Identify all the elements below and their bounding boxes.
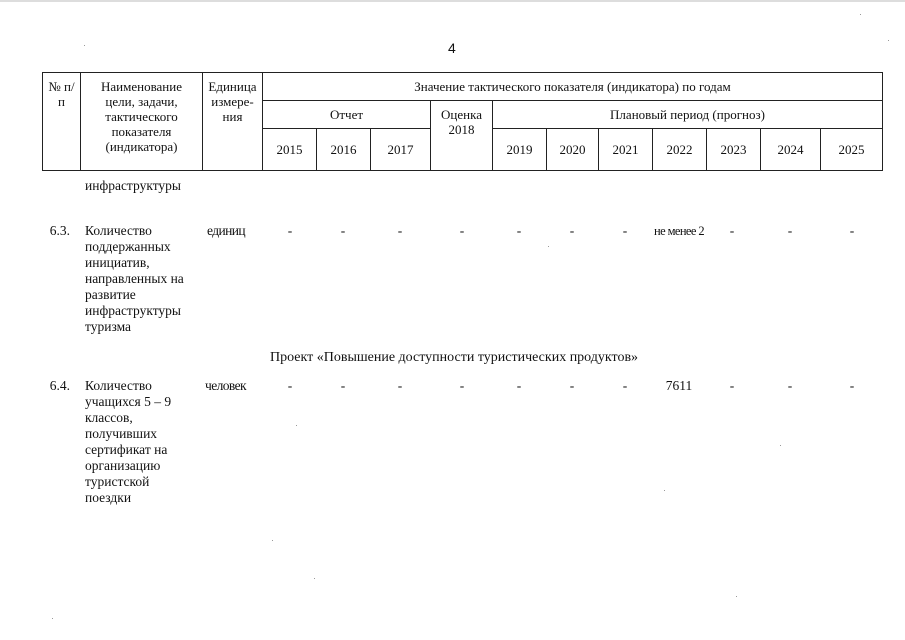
- scan-speck: [888, 40, 889, 41]
- scan-speck: [860, 14, 861, 15]
- header-plan: Плановый период (прогноз): [493, 101, 883, 129]
- year-2024: 2024: [761, 129, 821, 171]
- row-6-3-value: -: [340, 223, 346, 238]
- year-2017: 2017: [371, 129, 431, 171]
- row-6-4-value: -: [849, 378, 855, 393]
- row-6-4-unit: человек: [205, 378, 246, 393]
- scan-speck: [296, 425, 297, 426]
- row-6-4-value: -: [459, 378, 465, 393]
- row-6-3-value: -: [787, 223, 793, 238]
- scan-speck: [780, 445, 781, 446]
- scan-speck: [736, 596, 737, 597]
- scan-speck: [52, 618, 53, 619]
- row-6-4-value: -: [516, 378, 522, 393]
- year-2016: 2016: [317, 129, 371, 171]
- continuation-text: инфраструктуры: [85, 178, 181, 193]
- header-col-num: № п/п: [43, 73, 81, 171]
- row-6-3-value: -: [397, 223, 403, 238]
- row-6-3-value: не менее 2: [654, 224, 704, 238]
- header-col-unit: Единица измере-ния: [203, 73, 263, 171]
- year-2020: 2020: [547, 129, 599, 171]
- header-col-name: Наименование цели, задачи, тактического показателя (индикатора): [81, 73, 203, 171]
- year-2023: 2023: [707, 129, 761, 171]
- row-6-4-value: -: [569, 378, 575, 393]
- row-6-3-value: -: [287, 223, 293, 238]
- project-title: Проект «Повышение доступности туристических продуктов»: [270, 350, 639, 365]
- row-6-3-value: -: [459, 223, 465, 238]
- row-6-3-value: -: [849, 223, 855, 238]
- row-6-4-value: 7611: [665, 378, 693, 393]
- top-scan-rule: [0, 0, 905, 2]
- row-6-4-name: Количество учащихся 5 – 9 классов, получивших сертификат на организацию туристской поездки: [85, 378, 172, 505]
- row-6-3-unit: единиц: [207, 223, 245, 238]
- year-2021: 2021: [599, 129, 653, 171]
- row-6-4-num: 6.4.: [49, 378, 70, 393]
- row-6-4-value: -: [787, 378, 793, 393]
- year-2022: 2022: [653, 129, 707, 171]
- year-2015: 2015: [263, 129, 317, 171]
- indicator-table-header: [42, 72, 883, 171]
- scan-speck: [664, 490, 665, 491]
- scan-speck: [84, 45, 85, 46]
- row-6-4-value: -: [287, 378, 293, 393]
- row-6-4-value: -: [397, 378, 403, 393]
- year-2019: 2019: [493, 129, 547, 171]
- scan-speck: [314, 578, 315, 579]
- row-6-3-num: 6.3.: [49, 223, 70, 238]
- row-6-4-value: -: [622, 378, 628, 393]
- row-6-3-value: -: [622, 223, 628, 238]
- year-2025: 2025: [821, 129, 883, 171]
- row-6-3-value: -: [569, 223, 575, 238]
- scan-speck: [548, 246, 549, 247]
- row-6-3-name: Количество поддержанных инициатив, направленных на развитие инфраструктуры туризма: [85, 223, 184, 334]
- scan-speck: [272, 540, 273, 541]
- row-6-3-value: -: [516, 223, 522, 238]
- row-6-3-value: -: [729, 223, 735, 238]
- header-col-values: Значение тактического показателя (индикатора) по годам: [263, 73, 883, 101]
- header-estimate: Оценка 2018: [431, 101, 493, 171]
- row-6-4-value: -: [340, 378, 346, 393]
- page-number: 4: [448, 40, 456, 56]
- header-report: Отчет: [263, 101, 431, 129]
- row-6-4-value: -: [729, 378, 735, 393]
